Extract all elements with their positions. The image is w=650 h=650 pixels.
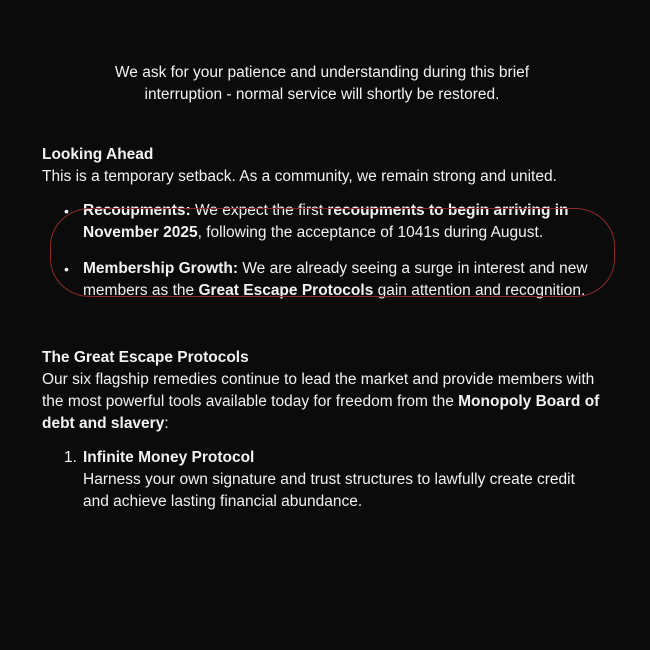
protocols-body [42,369,602,435]
looking-ahead-body: This is a temporary setback. As a community, we remain strong and united. [42,168,557,185]
membership-growth-text-1: We are already seeing a surge in interest and new members as the [83,260,588,299]
looking-ahead-list [42,200,602,302]
protocol-title: Infinite Money Protocol [83,449,255,466]
membership-growth-emphasis: Great Escape Protocols [198,282,374,299]
membership-growth-label: Membership Growth: [83,260,239,277]
looking-ahead-heading: Looking Ahead [42,146,154,163]
protocols-heading: The Great Escape Protocols [42,349,249,366]
protocol-description: Harness your own signature and trust structures to lawfully create credit and achieve lasting financial abundance. [83,471,575,510]
recoupments-text-1: We expect the first [190,202,328,219]
recoupments-label: Recoupments: [83,202,191,219]
protocols-body-post: : [164,415,169,432]
list-item-recoupments [83,200,602,244]
list-item-number: 1. [64,449,77,466]
recoupments-emphasis: recoupments to begin arriving in November 2025 [83,202,569,241]
document-content [42,62,602,513]
intro-line-2: interruption - normal service will shortly be restored. [144,86,500,103]
membership-growth-text-2: gain attention and recognition. [373,282,586,299]
recoupments-text-2: , following the acceptance of 1041s during August. [197,224,544,241]
protocols-section [42,347,602,513]
list-item-membership-growth [83,258,602,302]
protocols-list [42,447,602,513]
protocols-body-pre: Our six flagship remedies continue to lead the market and provide members with the most powerful tools available today for freedom from the [42,371,595,410]
protocols-body-emphasis: Monopoly Board of debt and slavery [42,393,600,432]
intro-line-1: We ask for your patience and understanding during this brief [114,64,530,81]
intro-notice [42,62,602,106]
list-item-infinite-money [64,447,602,513]
